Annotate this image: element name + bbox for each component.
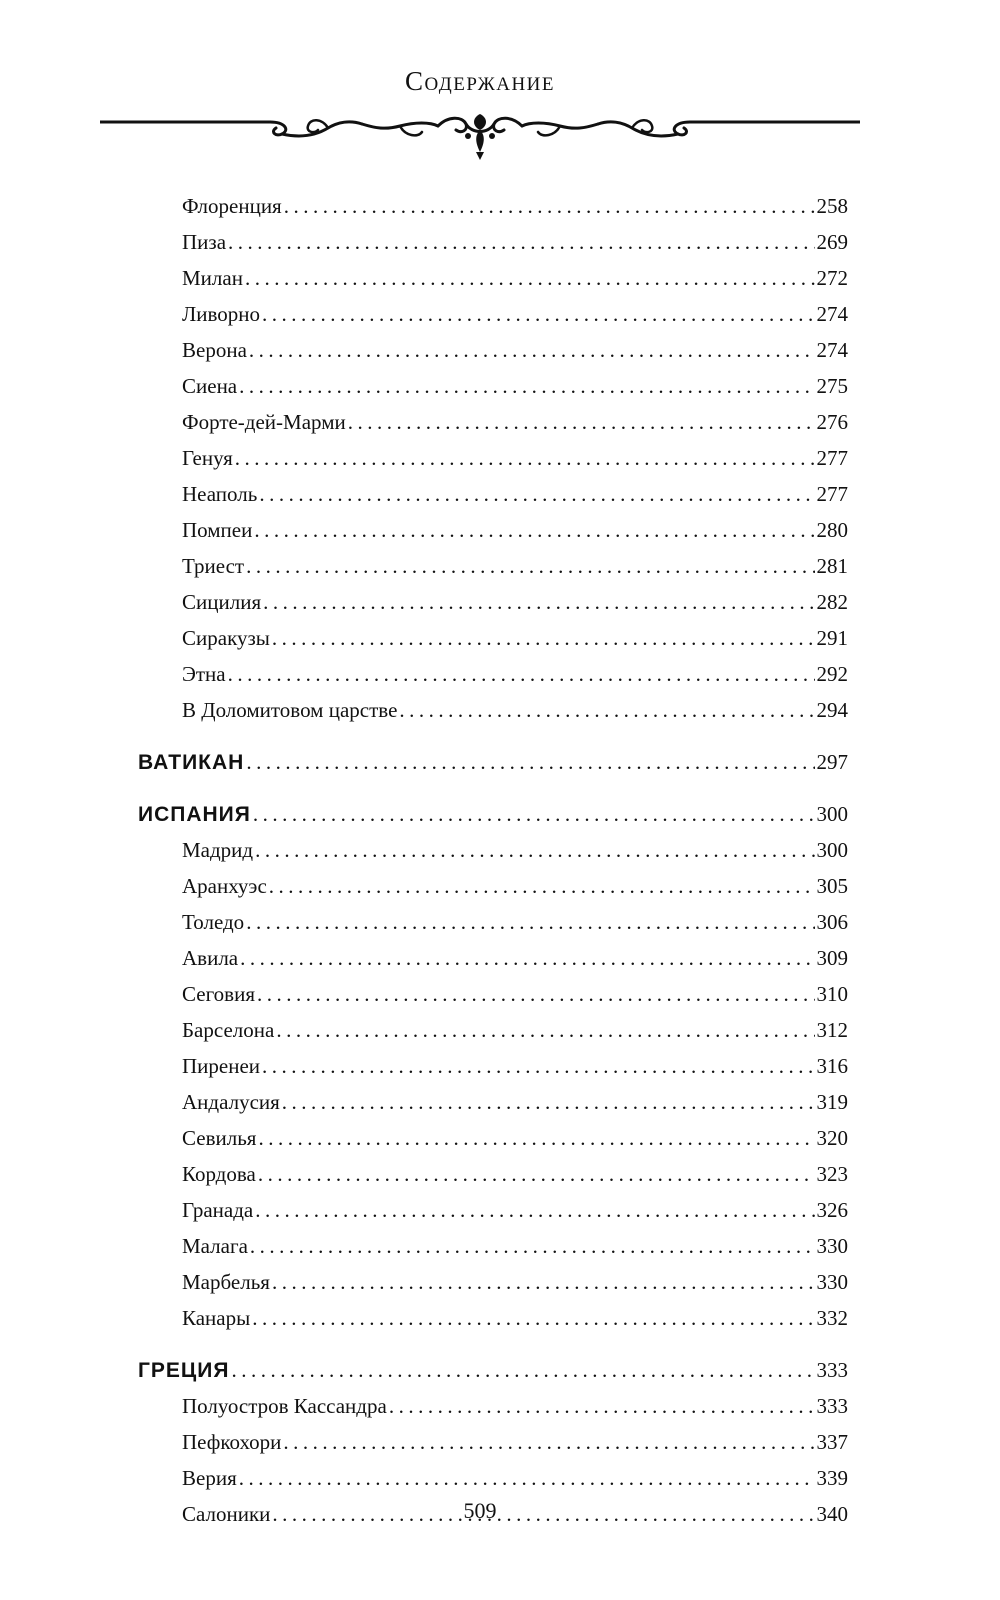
- dot-leader: [245, 260, 815, 296]
- toc-entry-title: Неаполь: [182, 482, 258, 506]
- toc-entry-row: [138, 1424, 848, 1460]
- toc-entry-row: [138, 584, 848, 620]
- toc-entry-title: Канары: [182, 1306, 251, 1330]
- dot-leader: [257, 976, 815, 1012]
- dot-leader: [250, 1228, 815, 1264]
- toc-entry-title: Генуя: [182, 446, 233, 470]
- toc-entry-row: [138, 832, 848, 868]
- toc-entry-page: 276: [816, 410, 848, 434]
- toc-entry-page: 277: [816, 482, 848, 506]
- toc-entry-row: [138, 868, 848, 904]
- toc-entry-title: Сицилия: [182, 590, 262, 614]
- toc-entry-page: 339: [816, 1466, 848, 1490]
- dot-leader: [255, 832, 814, 868]
- toc-entry-row: [138, 1460, 848, 1496]
- dot-leader: [249, 332, 815, 368]
- toc-entry-title: Толедо: [182, 910, 245, 934]
- toc-entry-title: Пиренеи: [182, 1054, 261, 1078]
- toc-entry-row: [138, 476, 848, 512]
- toc-entry-page: 258: [816, 194, 848, 218]
- toc-entry-row: [138, 440, 848, 476]
- toc-entry-row: [138, 692, 848, 728]
- toc-entry-page: 333: [816, 1358, 848, 1382]
- toc-entry-row: [138, 620, 848, 656]
- toc-entry-title: Салоники: [182, 1502, 271, 1526]
- toc-entry-page: 326: [816, 1198, 848, 1222]
- toc-entry-page: 340: [816, 1502, 848, 1526]
- dot-leader: [228, 656, 815, 692]
- toc-section-row: [138, 796, 848, 832]
- toc-entry-row: [138, 976, 848, 1012]
- toc-entry-page: 272: [816, 266, 848, 290]
- toc-entry-row: [138, 548, 848, 584]
- toc-entry-row: [138, 368, 848, 404]
- toc-entry-title: Севилья: [182, 1126, 257, 1150]
- toc-entry-title: Ливорно: [182, 302, 260, 326]
- toc-entry-page: 309: [816, 946, 848, 970]
- toc-entry-page: 310: [816, 982, 848, 1006]
- flourish-divider-icon: [100, 108, 860, 168]
- toc-entry-title: Сиракузы: [182, 626, 270, 650]
- toc-entry-title: Андалусия: [182, 1090, 280, 1114]
- toc-entry-title: Милан: [182, 266, 243, 290]
- toc-entry-title: Верия: [182, 1466, 237, 1490]
- toc-entry-title: Форте-дей-Марми: [182, 410, 346, 434]
- dot-leader: [259, 476, 814, 512]
- toc-entry-page: 332: [816, 1306, 848, 1330]
- toc-entry-row: [138, 1228, 848, 1264]
- toc-entry-page: 320: [816, 1126, 848, 1150]
- toc-entry-title: Сеговия: [182, 982, 255, 1006]
- dot-leader: [239, 368, 814, 404]
- page-title: Содержание: [404, 66, 556, 96]
- dot-leader: [239, 1460, 815, 1496]
- toc-entry-row: [138, 1120, 848, 1156]
- toc-entry-title: Сиена: [182, 374, 238, 398]
- toc-entry-page: 306: [816, 910, 848, 934]
- toc-entry-title: Этна: [182, 662, 226, 686]
- toc-entry-row: [138, 904, 848, 940]
- toc-entry-page: 282: [816, 590, 848, 614]
- toc-entry-page: 281: [816, 554, 848, 578]
- dot-leader: [262, 296, 815, 332]
- toc-entry-row: [138, 188, 848, 224]
- toc-entry-page: 274: [816, 338, 848, 362]
- dot-leader: [389, 1388, 815, 1424]
- toc-entry-title: Мадрид: [182, 838, 254, 862]
- dot-leader: [258, 1156, 815, 1192]
- toc-entry-title: Помпеи: [182, 518, 253, 542]
- table-of-contents: [138, 188, 848, 1532]
- dot-leader: [263, 584, 814, 620]
- toc-entry-title: Пефкохори: [182, 1430, 282, 1454]
- toc-entry-page: 275: [816, 374, 848, 398]
- dot-leader: [269, 868, 815, 904]
- toc-entry-title: Кордова: [182, 1162, 256, 1186]
- toc-entry-title: Верона: [182, 338, 247, 362]
- dot-leader: [283, 1424, 814, 1460]
- toc-entry-title: ВАТИКАН: [138, 751, 245, 774]
- toc-entry-row: [138, 1012, 848, 1048]
- dot-leader: [253, 796, 815, 832]
- toc-entry-row: [138, 1048, 848, 1084]
- toc-entry-row: [138, 1264, 848, 1300]
- toc-entry-page: 312: [816, 1018, 848, 1042]
- toc-entry-row: [138, 1388, 848, 1424]
- toc-entry-page: 297: [816, 750, 848, 774]
- toc-entry-title: Полуостров Кассандра: [182, 1394, 387, 1418]
- toc-entry-page: 300: [816, 802, 848, 826]
- toc-entry-title: Триест: [182, 554, 245, 578]
- dot-leader: [254, 512, 814, 548]
- toc-entry-row: [138, 1084, 848, 1120]
- toc-entry-row: [138, 224, 848, 260]
- toc-entry-page: 292: [816, 662, 848, 686]
- toc-entry-row: [138, 940, 848, 976]
- toc-entry-page: 277: [816, 446, 848, 470]
- toc-section-row: [138, 744, 848, 780]
- toc-entry-row: [138, 512, 848, 548]
- toc-entry-title: Барселона: [182, 1018, 275, 1042]
- toc-entry-title: Флоренция: [182, 194, 282, 218]
- toc-entry-row: [138, 1156, 848, 1192]
- dot-leader: [282, 1084, 815, 1120]
- toc-entry-page: 291: [816, 626, 848, 650]
- toc-entry-page: 300: [816, 838, 848, 862]
- dot-leader: [272, 620, 815, 656]
- toc-entry-page: 274: [816, 302, 848, 326]
- toc-entry-row: [138, 260, 848, 296]
- dot-leader: [399, 692, 814, 728]
- dot-leader: [240, 940, 814, 976]
- dot-leader: [246, 548, 814, 584]
- toc-entry-title: Гранада: [182, 1198, 254, 1222]
- toc-entry-page: 323: [816, 1162, 848, 1186]
- page-number: 509: [463, 1498, 497, 1523]
- toc-entry-page: 333: [816, 1394, 848, 1418]
- toc-entry-row: [138, 404, 848, 440]
- dot-leader: [258, 1120, 814, 1156]
- toc-entry-page: 330: [816, 1234, 848, 1258]
- toc-entry-page: 269: [816, 230, 848, 254]
- toc-entry-page: 330: [816, 1270, 848, 1294]
- toc-entry-row: [138, 332, 848, 368]
- toc-entry-title: В Доломитовом царстве: [182, 698, 398, 722]
- toc-entry-title: Марбелья: [182, 1270, 270, 1294]
- dot-leader: [262, 1048, 814, 1084]
- toc-entry-title: ИСПАНИЯ: [138, 803, 251, 826]
- toc-entry-page: 294: [816, 698, 848, 722]
- toc-entry-title: Пиза: [182, 230, 227, 254]
- toc-entry-title: ГРЕЦИЯ: [138, 1359, 230, 1382]
- dot-leader: [348, 404, 815, 440]
- dot-leader: [235, 440, 815, 476]
- dot-leader: [272, 1264, 815, 1300]
- toc-section-row: [138, 1352, 848, 1388]
- toc-entry-row: [138, 1300, 848, 1336]
- dot-leader: [228, 224, 814, 260]
- dot-leader: [246, 904, 814, 940]
- dot-leader: [231, 1352, 814, 1388]
- dot-leader: [252, 1300, 814, 1336]
- toc-entry-title: Малага: [182, 1234, 248, 1258]
- dot-leader: [284, 188, 815, 224]
- dot-leader: [246, 744, 814, 780]
- toc-entry-row: [138, 296, 848, 332]
- toc-entry-page: 305: [816, 874, 848, 898]
- toc-entry-title: Авила: [182, 946, 239, 970]
- dot-leader: [255, 1192, 814, 1228]
- toc-entry-page: 319: [816, 1090, 848, 1114]
- toc-entry-title: Аранхуэс: [182, 874, 267, 898]
- toc-entry-page: 316: [816, 1054, 848, 1078]
- toc-entry-row: [138, 1192, 848, 1228]
- toc-entry-page: 280: [816, 518, 848, 542]
- toc-entry-page: 337: [816, 1430, 848, 1454]
- toc-entry-row: [138, 656, 848, 692]
- dot-leader: [276, 1012, 814, 1048]
